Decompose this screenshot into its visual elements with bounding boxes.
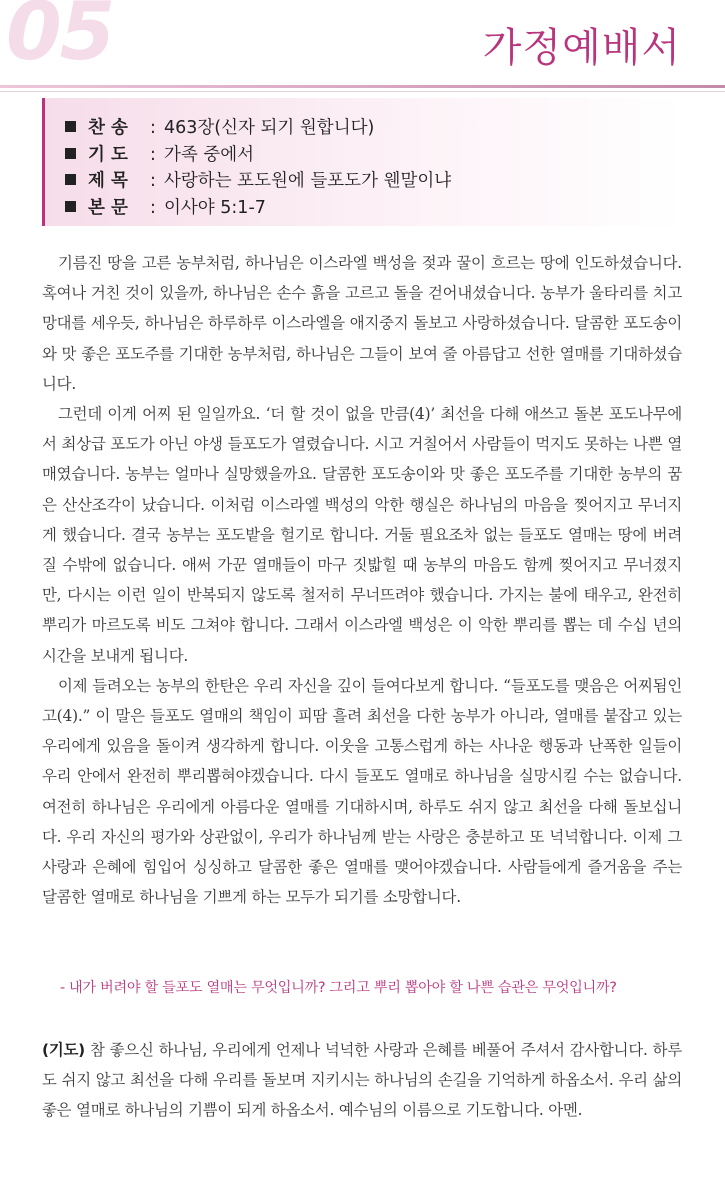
info-row-title	[65, 168, 682, 195]
info-row-hymn	[65, 115, 682, 142]
sermon-paragraph-3: 이제 들려오는 농부의 한탄은 우리 자신을 깊이 들여다보게 합니다. “들포도를 맺음은 어찌됨인고(4).” 이 말은 들포도 열매의 책임이 피땀 흘려 최선을 다한 농부가 아니라, 열매를 붙잡고 있는 우리에게 있음을 돌이켜 생각하게 합니다. 이웃을 고통스럽게 하는 사나운 행동과 난폭한 일들이 우리 안에서 완전히 뿌리뽑혀야겠습니다. 다시 들포도 열매로 하나님을 실망시킬 수는 없습니다. 여전히 하나님은 우리에게 아름다운 열매를 기대하시며, 하루도 쉬지 않고 최선을 다해 돌보십니다. 우리 자신의 평가와 상관없이, 우리가 하나님께 받는 사랑은 충분하고 또 넉넉합니다. 이제 그 사랑과 은혜에 힘입어 싱싱하고 달콤한 좋은 열매를 맺어야겠습니다. 사람들에게 즐거움을 주는 달콤한 열매로 하나님을 기쁘게 하는 모두가 되기를 소망합니다.	[42, 676, 682, 907]
info-colon: :	[150, 171, 156, 191]
info-label: 본 문	[88, 197, 128, 218]
prayer-label: (기도)	[42, 1041, 86, 1059]
info-colon: :	[150, 197, 156, 218]
header-divider	[0, 85, 725, 88]
info-row-scripture	[65, 195, 682, 222]
info-value: 463장(신자 되기 원합니다)	[164, 118, 375, 138]
prayer-text: 참 좋으신 하나님, 우리에게 언제나 넉넉한 사랑과 은혜를 베풀어 주셔서 감사합니다. 하루도 쉬지 않고 최선을 다해 우리를 돌보며 지키시는 하나님의 손길을 기억하게 하옵소서. 우리 삶의 좋은 열매로 하나님의 기쁨이 되게 하옵소서. 예수님의 이름으로 기도합니다. 아멘.	[42, 1041, 682, 1120]
info-value: 사랑하는 포도원에 들포도가 웬말이냐	[164, 171, 452, 191]
info-label: 기 도	[88, 144, 128, 165]
sermon-body	[42, 248, 682, 912]
info-value: 가족 중에서	[164, 144, 255, 165]
square-bullet-icon	[65, 148, 76, 159]
page-title: 가정예배서	[482, 25, 681, 71]
info-label: 제 목	[88, 171, 128, 191]
closing-prayer	[42, 1035, 682, 1126]
info-label: 찬 송	[88, 118, 128, 138]
reflection-question: - 내가 버려야 할 들포도 열매는 무엇입니까? 그리고 뿌리 뽑아야 할 나쁜 습관은 무엇입니까?	[60, 980, 617, 996]
square-bullet-icon	[65, 174, 76, 185]
square-bullet-icon	[65, 201, 76, 212]
header-divider-thin	[0, 91, 725, 92]
sermon-paragraph-1: 기름진 땅을 고른 농부처럼, 하나님은 이스라엘 백성을 젖과 꿀이 흐르는 땅에 인도하셨습니다. 혹여나 거친 것이 있을까, 하나님은 손수 흙을 고르고 돌을 걷어내셨습니다. 농부가 울타리를 치고 망대를 세우듯, 하나님은 하루하루 이스라엘을 애지중지 돌보고 사랑하셨습니다. 달콤한 포도송이와 맛 좋은 포도주를 기대한 농부처럼, 하나님은 그들이 보여 줄 아름답고 선한 열매를 기대하셨습니다.	[42, 254, 682, 393]
square-bullet-icon	[65, 121, 76, 132]
sermon-paragraph-2: 그런데 이게 어찌 된 일일까요. ‘더 할 것이 없을 만큼(4)’ 최선을 다해 애쓰고 돌본 포도나무에서 최상급 포도가 아닌 야생 들포도가 열렸습니다. 시고 거칠어서 사람들이 먹지도 못하는 나쁜 열매였습니다. 농부는 얼마나 실망했을까요. 달콤한 포도송이와 맛 좋은 포도주를 기대한 농부의 꿈은 산산조각이 났습니다. 이처럼 이스라엘 백성의 악한 행실은 하나님의 마음을 찢어지고 무너지게 했습니다. 결국 농부는 포도밭을 헐기로 합니다. 거둘 필요조차 없는 들포도 열매는 땅에 버려질 수밖에 없습니다. 애써 가꾼 열매들이 마구 짓밟힐 때 농부의 마음도 함께 찢어지고 무너졌지만, 다시는 이런 일이 반복되지 않도록 철저히 무너뜨려야 했습니다. 가지는 불에 태우고, 완전히 뿌리가 마르도록 비도 그쳐야 합니다. 그래서 이스라엘 백성은 이 악한 뿌리를 뽑는 데 수십 년의 시간을 보내게 됩니다.	[42, 405, 682, 665]
info-colon: :	[150, 118, 156, 138]
info-colon: :	[150, 144, 156, 165]
info-value: 이사야 5:1-7	[164, 197, 266, 218]
info-row-prayer	[65, 142, 682, 169]
worship-info-box	[42, 98, 682, 226]
page-number: 05	[6, 0, 114, 78]
